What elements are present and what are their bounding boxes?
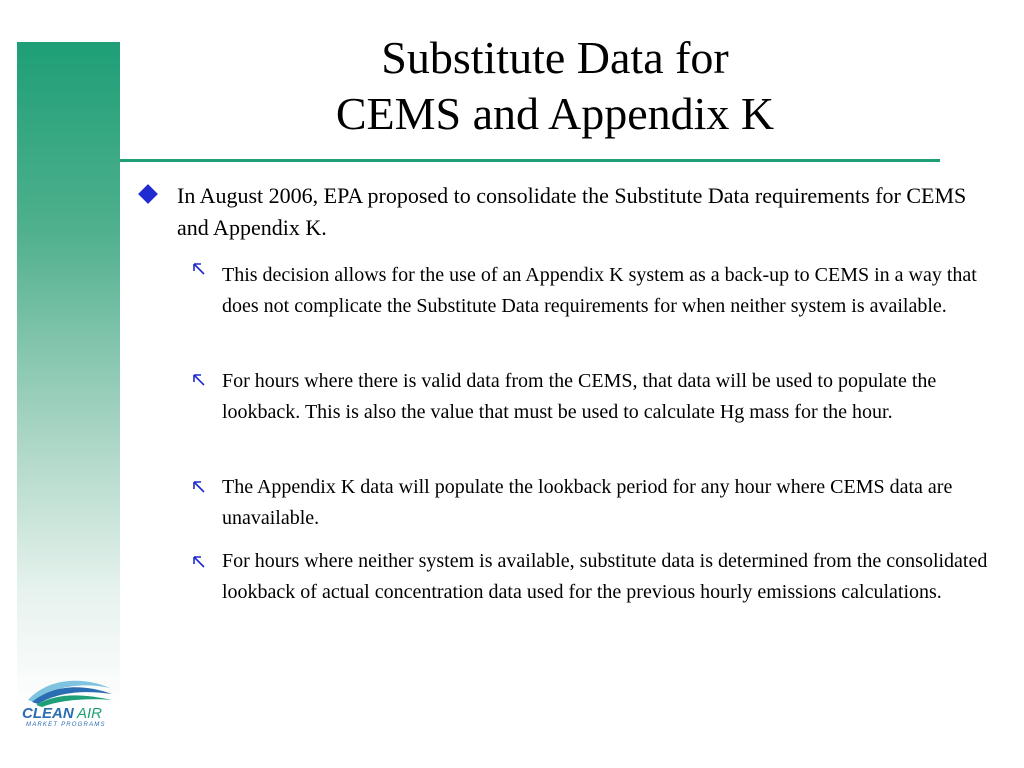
logo-word-clean: CLEAN bbox=[22, 705, 74, 722]
logo-tagline: MARKET PROGRAMS bbox=[26, 722, 106, 728]
arrow-bullet-icon bbox=[192, 373, 206, 387]
title-line-2: CEMS and Appendix K bbox=[335, 88, 775, 139]
arrow-bullet-icon bbox=[192, 555, 206, 569]
slide-title bbox=[180, 30, 930, 142]
arrow-bullet-icon bbox=[192, 262, 206, 276]
sub-bullet-3: The Appendix K data will populate the lookback period for any hour where CEMS data are unavailable. bbox=[222, 476, 953, 529]
sub-bullet-2: For hours where there is valid data from the CEMS, that data will be used to populate the lookback. This is also the value that must be used to calculate Hg mass for the hour. bbox=[222, 370, 937, 423]
arrow-bullet-icon bbox=[192, 480, 206, 494]
decorative-sidebar bbox=[17, 42, 120, 710]
sub-bullet-4: For hours where neither system is available, substitute data is determined from the consolidated lookback of actual concentration data used for the previous hourly emissions calculations. bbox=[222, 550, 988, 603]
sub-bullet-1: This decision allows for the use of an Appendix K system as a back-up to CEMS in a way that does not complicate the Substitute Data requirements for when neither system is available. bbox=[222, 264, 977, 317]
diamond-bullet-icon bbox=[138, 184, 158, 204]
title-line-1: Substitute Data for bbox=[381, 32, 729, 83]
title-divider bbox=[120, 159, 940, 162]
main-bullet-text: In August 2006, EPA proposed to consolidate the Substitute Data requirements for CEMS and Appendix K. bbox=[177, 183, 967, 240]
logo-word-air: AIR bbox=[77, 705, 103, 722]
clean-air-logo bbox=[20, 672, 118, 728]
